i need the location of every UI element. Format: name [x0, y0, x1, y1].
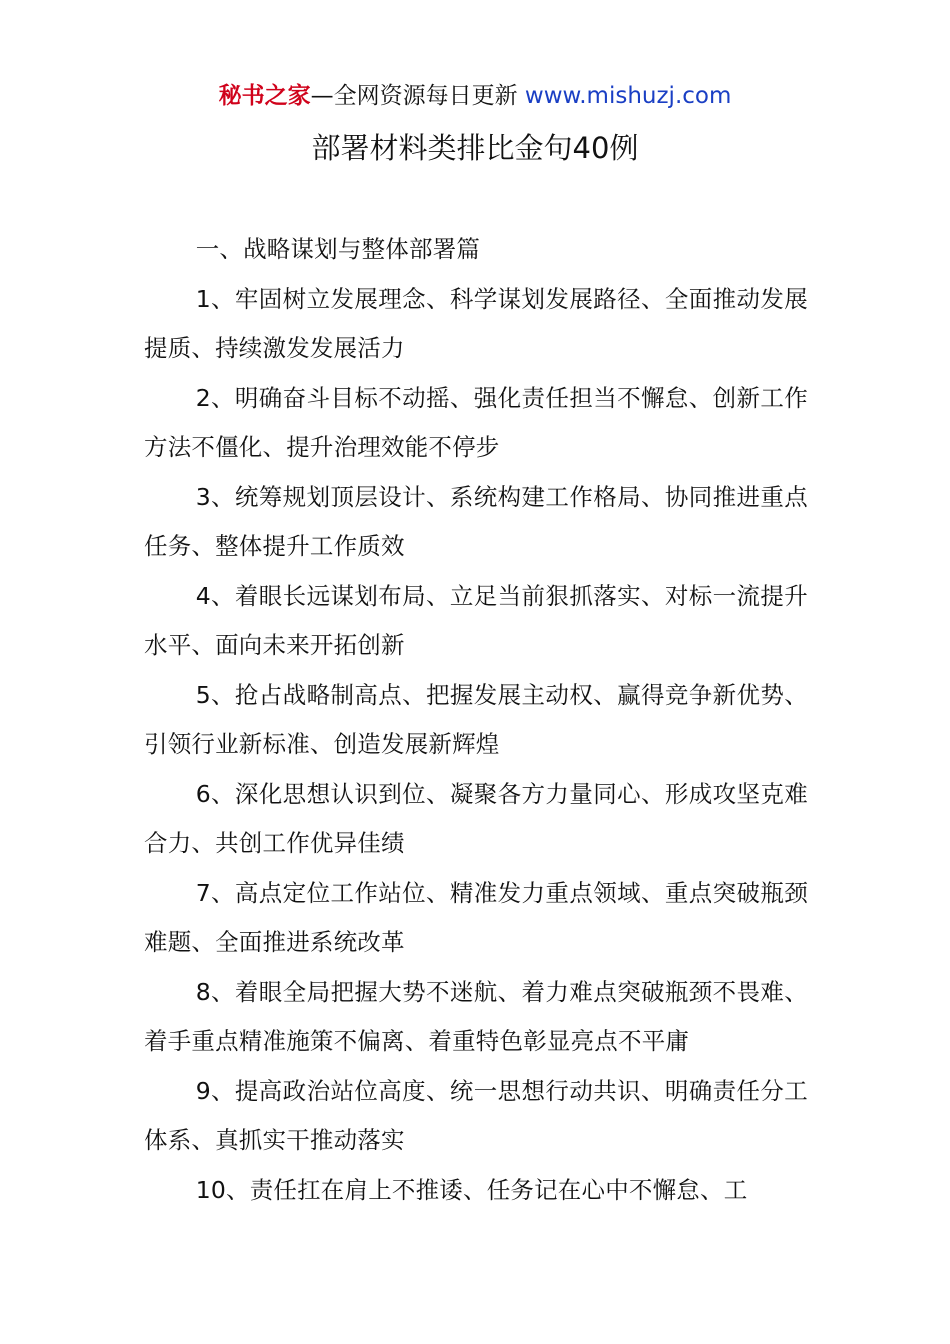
- section-heading: 一、战略谋划与整体部署篇: [195, 235, 481, 263]
- list-item: 6、深化思想认识到位、凝聚各方力量同心、形成攻坚克难合力、共创工作优异佳绩: [144, 779, 808, 857]
- site-header: [0, 80, 950, 112]
- list-item: 4、着眼长远谋划布局、立足当前狠抓落实、对标一流提升水平、面向未来开拓创新: [144, 581, 808, 659]
- list-item: 1、牢固树立发展理念、科学谋划发展路径、全面推动发展提质、持续激发发展活力: [144, 284, 808, 362]
- site-url-link[interactable]: www.mishuzj.com: [524, 83, 732, 109]
- list-item: 8、着眼全局把握大势不迷航、着力难点突破瓶颈不畏难、着手重点精准施策不偏离、着重特色彰显亮点不平庸: [144, 977, 808, 1055]
- list-item: 7、高点定位工作站位、精准发力重点领域、重点突破瓶颈难题、全面推进系统改革: [144, 878, 808, 956]
- document-body: [144, 225, 808, 1215]
- header-tagline: —全网资源每日更新: [310, 83, 518, 109]
- document-title: 部署材料类排比金句40例: [311, 131, 639, 165]
- list-item: 5、抢占战略制高点、把握发展主动权、赢得竞争新优势、引领行业新标准、创造发展新辉煌: [144, 680, 808, 758]
- list-item: 10、责任扛在肩上不推诿、任务记在心中不懈怠、工: [195, 1175, 748, 1204]
- brand-name: 秘书之家: [218, 83, 311, 109]
- list-item: 2、明确奋斗目标不动摇、强化责任担当不懈怠、创新工作方法不僵化、提升治理效能不停步: [144, 383, 808, 461]
- list-item: 3、统筹规划顶层设计、系统构建工作格局、协同推进重点任务、整体提升工作质效: [144, 482, 808, 560]
- list-item: 9、提高政治站位高度、统一思想行动共识、明确责任分工体系、真抓实干推动落实: [144, 1076, 808, 1154]
